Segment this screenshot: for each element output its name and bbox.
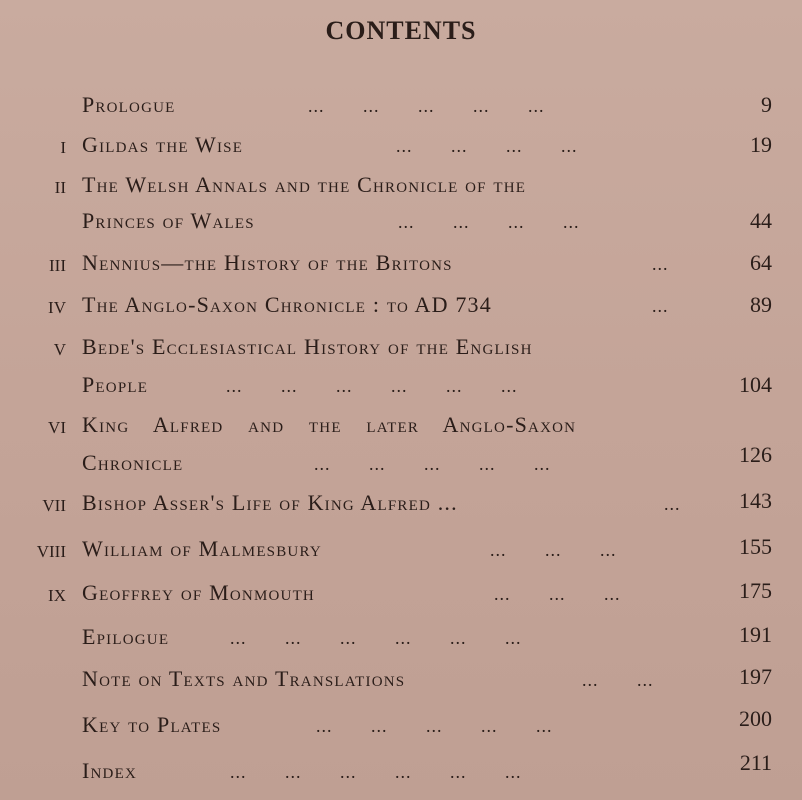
- toc-entry-4: [0, 292, 802, 322]
- entry-title: Index: [82, 758, 137, 783]
- page-number: 44: [750, 208, 772, 233]
- dot-leader: ...: [652, 254, 669, 274]
- entry-title: William of Malmesbury: [82, 536, 322, 561]
- toc-entry-1: [0, 132, 802, 162]
- entry-title: King Alfred and the later Anglo-Saxon: [82, 412, 577, 437]
- toc-entry-2: [0, 172, 802, 242]
- entry-title: Nennius—the History of the Britons: [82, 250, 453, 275]
- entry-title: Epilogue: [82, 624, 170, 649]
- page-number: 155: [739, 534, 772, 559]
- page-title: CONTENTS: [325, 16, 477, 45]
- toc-entry-prologue: [0, 92, 802, 122]
- page-number: 104: [739, 372, 772, 397]
- chapter-number: III: [49, 256, 66, 275]
- toc-entry-7: [0, 490, 802, 520]
- toc-entry-3: [0, 250, 802, 280]
- dot-leader: ... ... ... ... ...: [316, 716, 553, 736]
- dot-leader: ... ... ...: [494, 584, 621, 604]
- dot-leader: ... ... ...: [490, 540, 617, 560]
- dot-leader: ... ... ... ...: [396, 136, 578, 156]
- chapter-number: I: [60, 138, 66, 157]
- page-number: 143: [739, 488, 772, 513]
- dot-leader: ...: [652, 296, 669, 316]
- entry-title-continued: Princes of Wales: [82, 208, 255, 233]
- dot-leader: ... ... ... ... ... ...: [230, 762, 522, 782]
- toc-entry-key-to-plates: [0, 706, 802, 742]
- entry-title: Geoffrey of Monmouth: [82, 580, 315, 605]
- chapter-number: VII: [42, 496, 66, 515]
- dot-leader: ... ... ... ... ... ...: [226, 376, 518, 396]
- dot-leader: ... ... ... ... ...: [314, 454, 551, 474]
- entry-title-continued: People: [82, 372, 149, 397]
- toc-entry-6: [0, 412, 802, 482]
- dot-leader: ... ...: [582, 670, 654, 690]
- chapter-number: IX: [48, 586, 66, 605]
- chapter-number: IV: [48, 298, 66, 317]
- dot-leader: ...: [664, 494, 681, 514]
- page-number: 9: [761, 92, 772, 117]
- chapter-number: VIII: [36, 542, 66, 561]
- entry-title-continued: Chronicle: [82, 450, 184, 475]
- toc-entry-note-on-texts: [0, 666, 802, 696]
- entry-title: Prologue: [82, 92, 176, 117]
- toc-entry-9: [0, 580, 802, 610]
- page-number: 19: [750, 132, 772, 157]
- toc-entry-epilogue: [0, 624, 802, 654]
- entry-title: Note on Texts and Translations: [82, 666, 406, 691]
- toc-entry-5: [0, 334, 802, 404]
- toc-entry-index: [0, 750, 802, 788]
- page-number: 197: [739, 664, 772, 689]
- dot-leader: ... ... ... ... ...: [308, 96, 545, 116]
- entry-title: Key to Plates: [82, 712, 222, 737]
- page-number: 211: [739, 750, 772, 775]
- dot-leader: ... ... ... ...: [398, 212, 580, 232]
- page-number: 191: [739, 622, 772, 647]
- page-number: 64: [750, 250, 772, 275]
- entry-title: The Anglo-Saxon Chronicle : to AD 734: [82, 292, 492, 317]
- entry-title: Bede's Ecclesiastical History of the English: [82, 334, 533, 359]
- chapter-number: V: [53, 340, 66, 359]
- page-number: 175: [739, 578, 772, 603]
- page-number: 89: [750, 292, 772, 317]
- entry-title: Gildas the Wise: [82, 132, 244, 157]
- entry-title: Bishop Asser's Life of King Alfred ...: [82, 490, 458, 515]
- toc-entry-8: [0, 536, 802, 566]
- entry-title: The Welsh Annals and the Chronicle of the: [82, 172, 527, 197]
- page-number: 126: [739, 442, 772, 467]
- chapter-number: II: [54, 178, 66, 197]
- dot-leader: ... ... ... ... ... ...: [230, 628, 522, 648]
- page-number: 200: [739, 706, 772, 731]
- chapter-number: VI: [48, 418, 66, 437]
